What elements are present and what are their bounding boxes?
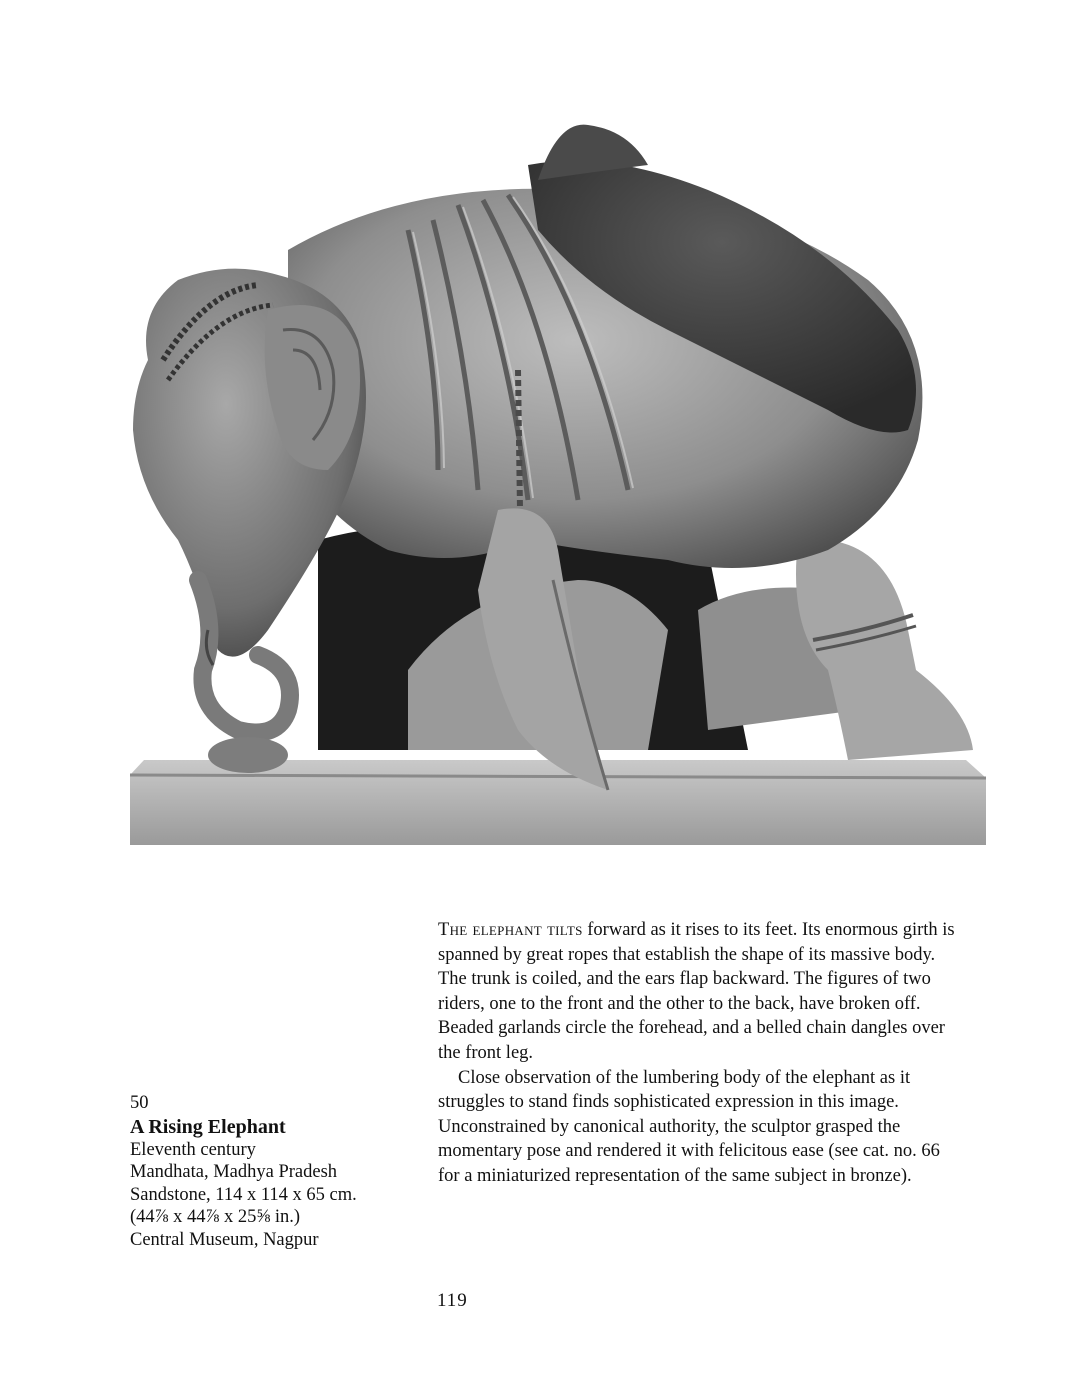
paragraph-1-body: forward as it rises to its feet. Its enormous girth is spanned by great ropes that establish the shape of its massive body. The trunk is coiled, and the ears flap backward. The figures of two riders, one to the front and the other to the back, have broken off. Beaded garlands circle the forehead, and a belled chain dangles over the front leg. <box>438 920 955 1063</box>
paragraph-2: Close observation of the lumbering body of the elephant as it struggles to stand finds sophisticated expression in this image. Unconstrained by canonical authority, the sculptor grasped the momentary pose and rendered it with felicitous ease (see cat. no. 66 for a miniaturized representation of the same subject in bronze). <box>438 1067 940 1186</box>
paragraph-1 <box>438 918 958 1066</box>
catalog-material-cm: Sandstone, 114 x 114 x 65 cm. <box>130 1184 357 1205</box>
catalog-caption <box>130 1092 420 1251</box>
catalog-provenance: Mandhata, Madhya Pradesh <box>130 1162 338 1182</box>
catalog-number: 50 <box>130 1093 149 1113</box>
catalog-title: A Rising Elephant <box>130 1115 286 1138</box>
paragraph-lead-in: The elephant tilts <box>438 920 583 940</box>
descriptive-text <box>438 918 958 1189</box>
page-number: 119 <box>437 1290 468 1311</box>
catalog-date: Eleventh century <box>130 1139 256 1160</box>
catalog-dimensions-in: (44⅞ x 44⅞ x 25⅝ in.) <box>130 1207 301 1227</box>
sculpture-photograph <box>108 110 988 845</box>
catalog-collection: Central Museum, Nagpur <box>130 1229 319 1250</box>
